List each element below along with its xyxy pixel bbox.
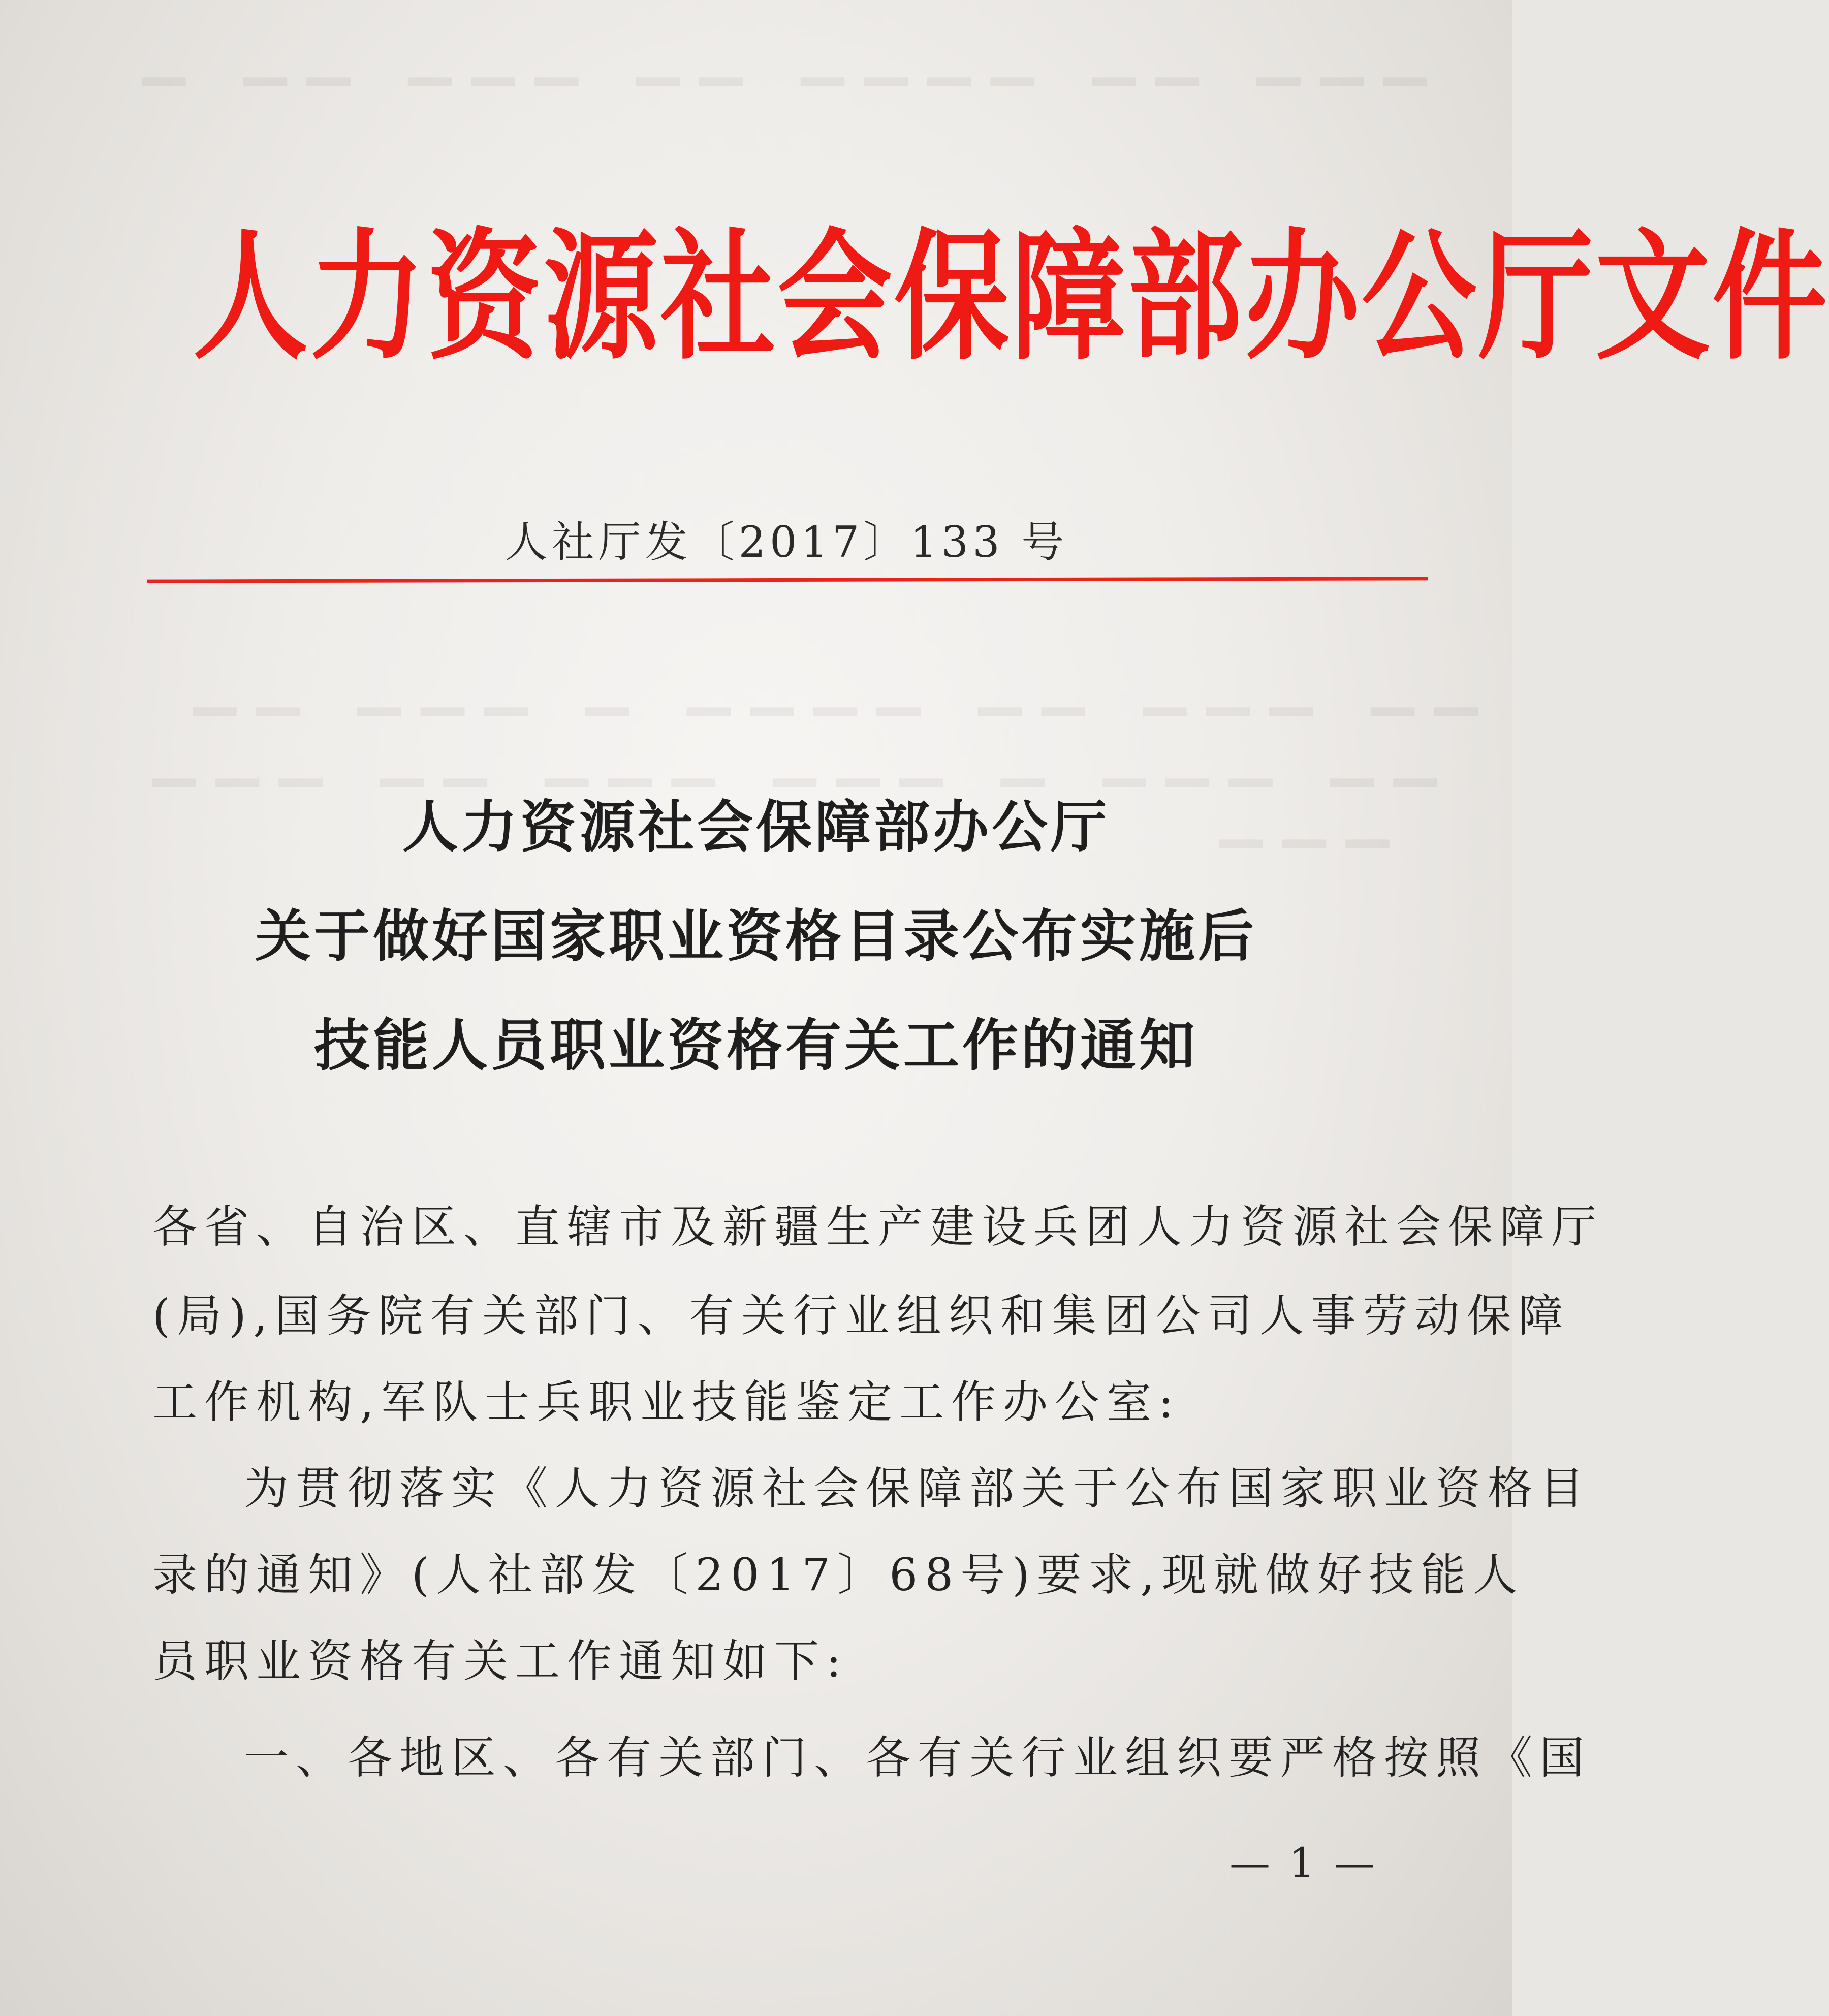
body-line: 为贯彻落实《人力资源社会保障部关于公布国家职业资格目 — [244, 1462, 1592, 1515]
body-line: 各省、自治区、直辖市及新疆生产建设兵团人力资源社会保障厅 — [152, 1201, 1604, 1253]
notice-title-line-3: 技能人员职业资格有关工作的通知 — [314, 1013, 1198, 1078]
body-line: (局),国务院有关部门、有关行业组织和集团公司人事劳动保障 — [152, 1289, 1570, 1342]
red-separator-line — [147, 577, 1428, 583]
notice-title-line-2: 关于做好国家职业资格目录公布实施后 — [255, 903, 1257, 969]
bleed-through-text: ▁▁▁ — [1219, 782, 1409, 847]
bleed-through-text: ▁▁▁ ▁▁ ▁▁▁ ▁▁▁ ▁ ▁▁▁ ▁▁ — [152, 721, 1457, 786]
body-line: 员职业资格有关工作通知如下: — [152, 1635, 848, 1687]
body-line: 一、各地区、各有关部门、各有关行业组织要严格按照《国 — [244, 1731, 1592, 1784]
notice-title-line-1: 人力资源社会保障部办公厅 — [402, 794, 1110, 860]
page-number: — 1 — — [1229, 1839, 1378, 1886]
body-line: 工作机构,军队士兵职业技能鉴定工作办公室: — [152, 1376, 1181, 1428]
issuer-banner: 人力资源社会保障部办公厅文件 — [193, 214, 1829, 380]
document-number: 人社厅发〔2017〕133 号 — [504, 517, 1068, 567]
body-line: 录的通知》(人社部发〔2017〕68号)要求,现就做好技能人 — [152, 1549, 1525, 1601]
bleed-through-text: ▁▁ ▁▁▁ ▁ ▁▁▁▁ ▁▁ ▁▁▁ ▁▁ — [193, 650, 1498, 715]
bleed-through-text: ▁ ▁▁ ▁▁▁ ▁▁ ▁▁▁▁ ▁▁ ▁▁▁ — [142, 20, 1447, 85]
